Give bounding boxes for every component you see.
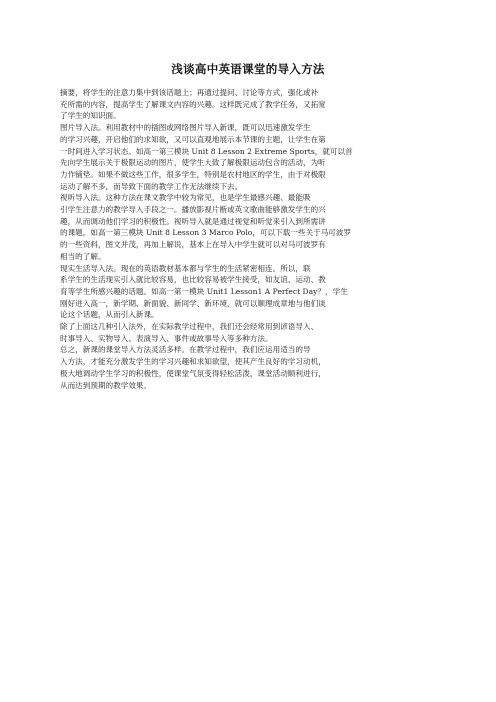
paragraph-abstract: 摘要，将学生的注意力集中到该话题上；再通过提问、讨论等方式，强化或补 充所需的内容，提高学生了解课文内容的兴趣。这样既完成了教学任务，又拓宽 了学生的知识面。 bbox=[60, 88, 326, 121]
paragraph-picture-method: 图片导入法。利用教材中的插图或网络图片导入新课，既可以迅速激发学生 的学习兴趣，开启他们的求知欲，又可以直观地展示本节课的主题，让学生在第 一时间进入学习状态。如高一第三模块 Unit 8 Lesson 2 Extreme Sports，就可以首 先向学生展示关于极限运动的图片，使学生大致了解极限运动包含的活动，为听 力作铺垫。如果不做这些工作，很多学生，特别是农村地区的学生，由于对极限 运动了解不多，而导致下面的教学工作无法继续下去。 bbox=[60, 123, 353, 191]
paragraph-real-life-method: 现实生活导入法。现在的英语教材基本都与学生的生活紧密相连。所以，联 系学生的生活现实引入就比较容易，也比较容易被学生接受，如友谊、运动、教 育等学生所感兴趣的话题。如高一第一模块 Unit1 Lesson1 A Perfect Day？，学生 刚好进入高一，新学期、新面貌、新同学、新环境，就可以顺理成章地与他们谈 论这个话题，从而引入新课。 bbox=[60, 263, 348, 320]
paragraph-other-methods: 除了上面这几种引入法外，在实际教学过程中，我们还会经常用到谚语导入、 时事导入、实物导入、表演导入、事件或故事导入等多种方法。 bbox=[60, 322, 319, 343]
paragraph-audiovisual-method: 视听导入法。这种方法在课文教学中较为常见，也是学生最感兴趣、最能吸 引学生注意力的教学导入手段之一。播放影视片断或英文歌曲能够激发学生的兴 趣，从而调动他们学习的积极性。视听导入就是通过视觉和听觉来引入到所需讲 的课题。如高一第三模块 Unit 8 Lesson 3 Marco Polo，可以下载一些关于马可波罗 的一些资料，图文并茂，再加上解说，基本上在导入中学生就可以对马可波罗有 相当的了解。 bbox=[60, 193, 352, 261]
document-body bbox=[60, 87, 450, 391]
document-title: 浅谈高中英语课堂的导入方法 bbox=[171, 62, 325, 76]
paragraph-conclusion: 总之，新课的课堂导入方法灵活多样。在教学过程中，我们应运用适当的导 入方法，才能充分激发学生的学习兴趣和求知欲望，使其产生良好的学习动机， 极大地调动学生学习的积极性，使课堂气氛变得轻松活泼，课堂活动顺利进行， 从而达到预期的教学效果。 bbox=[60, 345, 326, 390]
